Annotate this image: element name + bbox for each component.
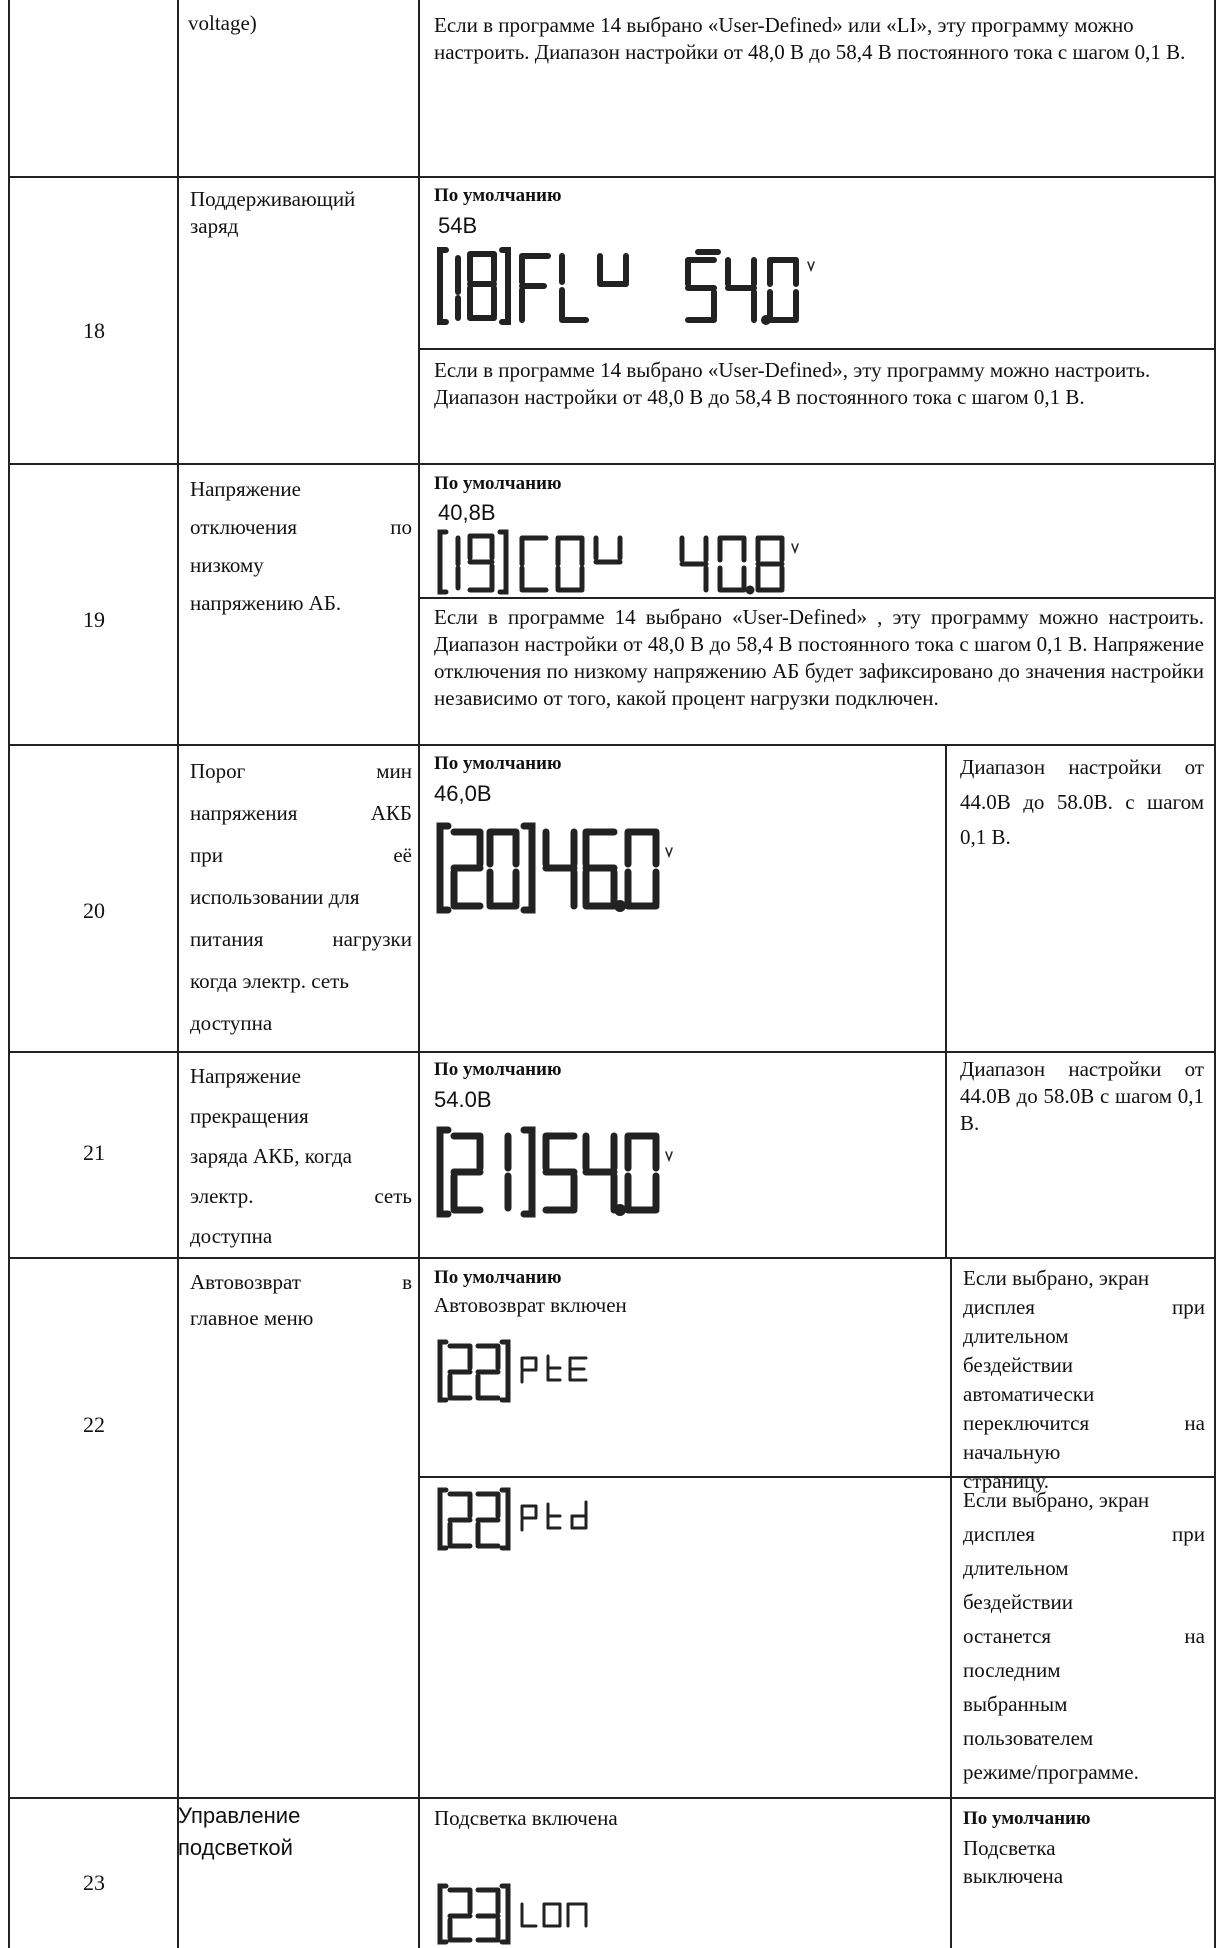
row23-lcd-display — [436, 1880, 656, 1946]
row22-default-value: Автовозврат включен — [434, 1293, 627, 1317]
row19-lcd-display — [436, 526, 836, 596]
row22-note-a: Если выбрано, экран дисплея при длительном бездействии автоматически переключится на начальную страницу. — [963, 1266, 1205, 1493]
row21-note: Диапазон настройки от 44.0В до 58.0В с шагом 0,1 В. — [960, 1057, 1204, 1135]
table-divider-col1 — [177, 0, 179, 1948]
row-border — [8, 1797, 1216, 1799]
row20-note: Диапазон настройки от 44.0В до 58.0В. с шагом 0,1 В. — [960, 755, 1204, 849]
row22-note-b: Если выбрано, экран дисплея при длительном бездействии останется на последним выбранным пользователем режиме/программе. — [963, 1488, 1205, 1784]
row19-description: Если в программе 14 выбрано «User-Defined» , эту программу можно настроить. Диапазон настройки от 48,0 В до 58,4 В постоянного тока с шагом 0,1 В. Напряжение отключения по низкому напряжению АБ будет зафиксировано до значения настройки независимо от того, какой процент нагрузки подключен. — [434, 605, 1204, 710]
table-border-left — [8, 0, 10, 1948]
row18-default-label: По умолчанию — [434, 185, 562, 206]
row20-default-label: По умолчанию — [434, 753, 562, 774]
row21-default-label: По умолчанию — [434, 1059, 562, 1080]
row18-default-value: 54В — [438, 213, 478, 238]
row-border — [8, 463, 1216, 465]
row19-number: 19 — [83, 607, 105, 632]
row17-description: Если в программе 14 выбрано «User-Defined» или «LI», эту программу можно настроить. Диапазон настройки от 48,0 В до 58,4 В постоянного тока с шагом 0,1 В. — [434, 13, 1186, 64]
row19-label: Напряжение отключения по низкому напряжению АБ. — [190, 477, 412, 615]
row22-lcd-display-ptd — [436, 1484, 656, 1554]
row22-23-divider — [950, 1257, 952, 1948]
row21-divider — [945, 1051, 947, 1257]
row23-number: 23 — [83, 1870, 105, 1895]
row20-divider — [945, 744, 947, 1051]
row18-label: Поддерживающий заряд — [190, 187, 356, 238]
row-border — [8, 1257, 1216, 1259]
row21-label: Напряжение прекращения заряда АКБ, когда электр. сеть доступна — [190, 1064, 412, 1248]
row18-description: Если в программе 14 выбрано «User-Defined», эту программу можно настроить. Диапазон настройки от 48,0 В до 58,4 В постоянного тока с шагом 0,1 В. — [434, 358, 1151, 409]
row19-default-label: По умолчанию — [434, 473, 562, 494]
row18-inner-border — [418, 348, 1216, 350]
row22-lcd-display-pte — [436, 1336, 656, 1406]
row23-option: Подсветка включена — [434, 1806, 618, 1830]
row17-label: voltage) — [188, 11, 257, 35]
row23-default-value: Подсветка выключена — [963, 1836, 1064, 1888]
row18-number: 18 — [83, 318, 105, 343]
row19-default-value: 40,8В — [438, 500, 496, 525]
row18-lcd-display — [436, 240, 836, 330]
row21-default-value: 54.0В — [434, 1087, 492, 1112]
row20-label: Порог мин напряжения АКБ при её использовании для питания нагрузки когда электр. сеть доступна — [190, 759, 412, 1035]
row21-lcd-display — [436, 1122, 716, 1222]
row23-default-label: По умолчанию — [963, 1808, 1091, 1829]
row-border — [8, 1051, 1216, 1053]
row22-label: Автовозврат в главное меню — [190, 1270, 412, 1330]
row21-number: 21 — [83, 1140, 105, 1165]
row-border — [8, 744, 1216, 746]
row20-lcd-display — [436, 818, 716, 918]
row-border — [8, 176, 1216, 178]
row19-inner-border — [418, 597, 1216, 599]
row22-number: 22 — [83, 1412, 105, 1437]
row23-label: Управление подсветкой — [178, 1803, 301, 1860]
row22-default-label: По умолчанию — [434, 1267, 562, 1288]
row20-default-value: 46,0В — [434, 781, 492, 806]
table-divider-col2 — [418, 0, 420, 1948]
row20-number: 20 — [83, 898, 105, 923]
